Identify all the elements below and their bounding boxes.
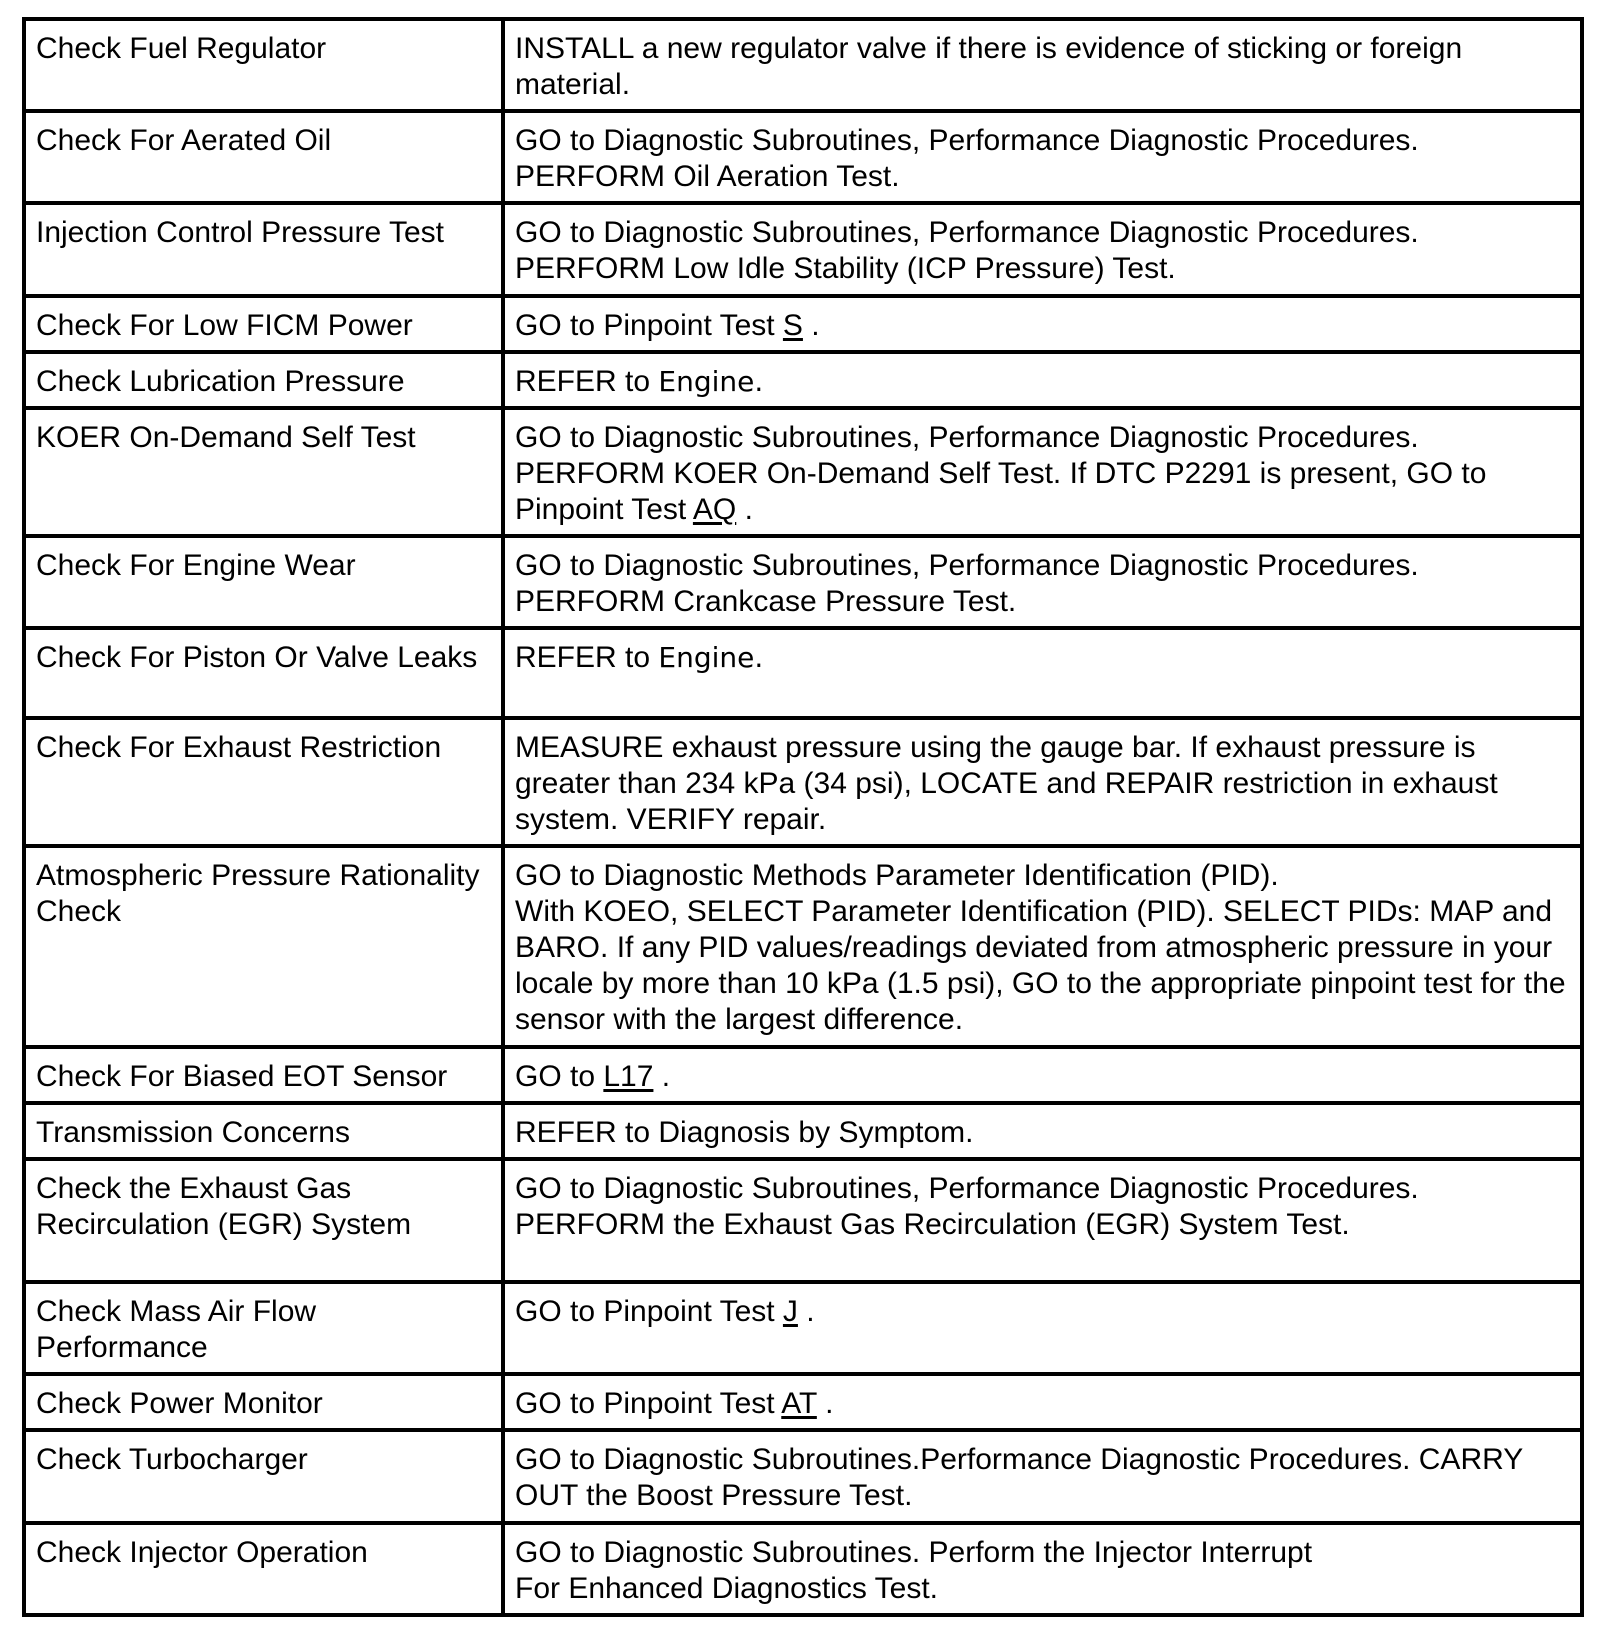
table-row — [24, 1159, 1582, 1282]
action-line: With KOEO, SELECT Parameter Identification (PID). SELECT PIDs: MAP and BARO. If any PID values/readings deviated from atmospheric pressure in your locale by more than 10 kPa (1.5 psi), GO to the appropriate pinpoint test for the sensor with the largest difference. — [515, 895, 1566, 1036]
table-row — [24, 718, 1582, 846]
step-cell: Check For Exhaust Restriction — [24, 718, 503, 846]
action-text: GO to Diagnostic Subroutines, Performance Diagnostic Procedures. PERFORM KOER On-Demand Self Test. If DTC P2291 is present, GO to Pinpoint Test — [515, 420, 1487, 526]
step-cell: Check Power Monitor — [24, 1374, 503, 1430]
action-text-end: . — [736, 492, 753, 526]
table-row — [24, 408, 1582, 536]
action-cell — [503, 296, 1582, 352]
action-cell — [503, 1523, 1582, 1615]
action-cell: GO to Diagnostic Subroutines, Performance Diagnostic Procedures. PERFORM the Exhaust Gas Recirculation (EGR) System Test. — [503, 1159, 1582, 1282]
table-row — [24, 1374, 1582, 1430]
step-cell: Check Injector Operation — [24, 1523, 503, 1615]
step-cell: Transmission Concerns — [24, 1103, 503, 1159]
action-cell: MEASURE exhaust pressure using the gauge bar. If exhaust pressure is greater than 234 kPa (34 psi), LOCATE and REPAIR restriction in exhaust system. VERIFY repair. — [503, 718, 1582, 846]
action-text-end: . — [802, 308, 820, 342]
action-cell — [503, 1374, 1582, 1430]
action-text-end: . — [653, 1059, 671, 1093]
table-row — [24, 111, 1582, 203]
table-row — [24, 1282, 1582, 1374]
pinpoint-test-link[interactable]: S — [782, 308, 803, 342]
step-cell: Check Fuel Regulator — [24, 19, 503, 111]
step-cell: Check the Exhaust Gas Recirculation (EGR) System — [24, 1159, 503, 1282]
table-row — [24, 1103, 1582, 1159]
action-cell: REFER to Diagnosis by Symptom. — [503, 1103, 1582, 1159]
table-row — [24, 296, 1582, 352]
table-row — [24, 628, 1582, 717]
step-cell: Injection Control Pressure Test — [24, 203, 503, 295]
action-line: GO to Diagnostic Subroutines. Perform the Injector Interrupt — [515, 1535, 1313, 1569]
step-cell: Check For Low FICM Power — [24, 296, 503, 352]
action-cell — [503, 1282, 1582, 1374]
table-row — [24, 19, 1582, 111]
action-text-end: . — [797, 1295, 815, 1329]
engine-reference: Engine. — [658, 364, 764, 398]
action-cell: INSTALL a new regulator valve if there is evidence of sticking or foreign material. — [503, 19, 1582, 111]
step-cell: Check For Piston Or Valve Leaks — [24, 628, 503, 717]
pinpoint-test-link[interactable]: AQ — [692, 492, 737, 526]
action-text: GO to Pinpoint Test — [515, 1387, 782, 1421]
action-text: REFER to — [515, 641, 659, 675]
action-cell: GO to Diagnostic Subroutines, Performance Diagnostic Procedures. PERFORM Crankcase Pressure Test. — [503, 536, 1582, 628]
action-text: REFER to — [515, 364, 659, 398]
pinpoint-test-link[interactable]: AT — [781, 1387, 817, 1421]
step-cell: Check For Engine Wear — [24, 536, 503, 628]
l17-link[interactable]: L17 — [603, 1059, 654, 1093]
action-cell — [503, 1047, 1582, 1103]
table-row — [24, 352, 1582, 408]
step-cell: Check Turbocharger — [24, 1430, 503, 1522]
action-cell: GO to Diagnostic Subroutines, Performance Diagnostic Procedures. PERFORM Oil Aeration Test. — [503, 111, 1582, 203]
action-cell — [503, 846, 1582, 1047]
action-cell — [503, 408, 1582, 536]
table-row — [24, 846, 1582, 1047]
action-text: GO to Pinpoint Test — [515, 308, 783, 342]
table-row — [24, 1430, 1582, 1522]
action-cell: GO to Diagnostic Subroutines, Performance Diagnostic Procedures. PERFORM Low Idle Stability (ICP Pressure) Test. — [503, 203, 1582, 295]
action-text-end: . — [816, 1387, 834, 1421]
table-row — [24, 1047, 1582, 1103]
pinpoint-test-link[interactable]: J — [782, 1295, 798, 1329]
diagnostic-table — [22, 17, 1584, 1617]
action-cell — [503, 352, 1582, 408]
action-cell: GO to Diagnostic Subroutines.Performance Diagnostic Procedures. CARRY OUT the Boost Pressure Test. — [503, 1430, 1582, 1522]
action-cell — [503, 628, 1582, 717]
action-text: GO to — [515, 1059, 604, 1093]
table-row — [24, 1523, 1582, 1615]
action-line: GO to Diagnostic Methods Parameter Identification (PID). — [515, 859, 1279, 892]
step-cell: Check For Aerated Oil — [24, 111, 503, 203]
action-text: GO to Pinpoint Test — [515, 1295, 783, 1329]
table-row — [24, 203, 1582, 295]
step-cell: Check For Biased EOT Sensor — [24, 1047, 503, 1103]
step-cell: KOER On-Demand Self Test — [24, 408, 503, 536]
step-cell: Atmospheric Pressure Rationality Check — [24, 846, 503, 1047]
action-line: For Enhanced Diagnostics Test. — [515, 1571, 939, 1605]
engine-reference: Engine. — [658, 641, 764, 675]
table-row — [24, 536, 1582, 628]
step-cell: Check Lubrication Pressure — [24, 352, 503, 408]
step-cell: Check Mass Air Flow Performance — [24, 1282, 503, 1374]
